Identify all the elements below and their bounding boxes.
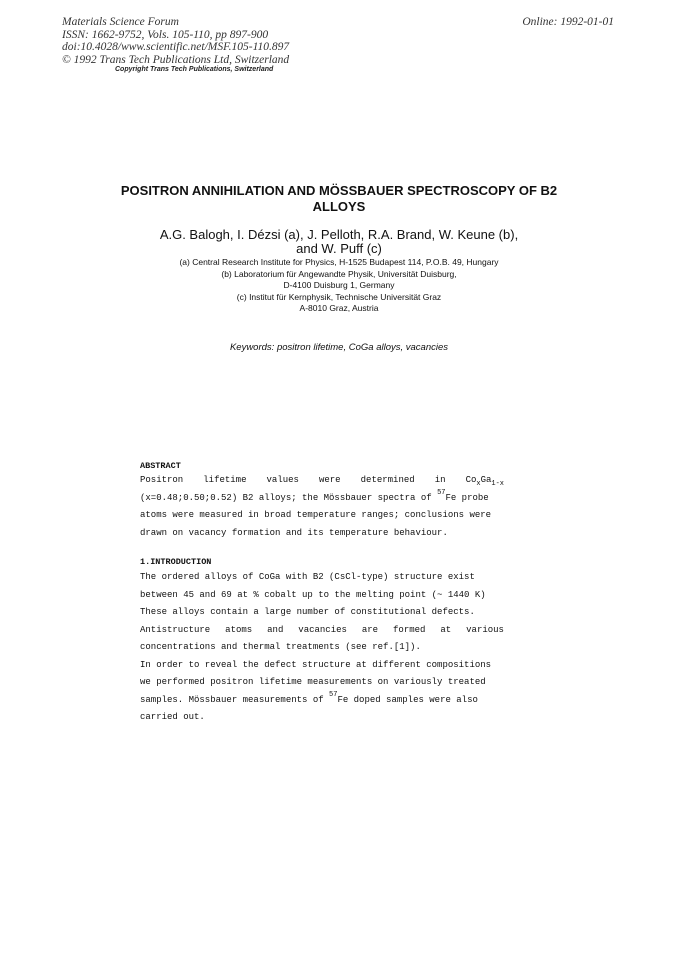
word: and <box>267 624 284 635</box>
word: atoms <box>225 624 253 635</box>
word: in <box>434 475 446 485</box>
intro-line: concentrations and thermal treatments (see ref.[1]). <box>140 642 421 652</box>
affiliation-line: (a) Central Research Institute for Physics, H-1525 Budapest 114, P.O.B. 49, Hungary <box>179 257 499 267</box>
authors-line-2: and W. Puff (c) <box>296 241 382 256</box>
formula-coga: $Co_xGa_{1-x}$ <box>465 475 504 488</box>
word: were <box>318 475 341 485</box>
title-line-2: ALLOYS <box>312 199 366 214</box>
paper-title <box>100 183 578 215</box>
abstract-heading: ABSTRACT <box>140 461 181 471</box>
word: formed <box>393 624 426 635</box>
word: Antistructure <box>140 624 211 635</box>
intro-line: The ordered alloys of CoGa with B2 (CsCl-type) structure exist <box>140 572 475 582</box>
abstract-line: drawn on vacancy formation and its temperature behaviour. <box>140 527 448 538</box>
intro-line <box>140 622 504 640</box>
word: are <box>361 624 379 635</box>
intro-line: carried out. <box>140 712 205 722</box>
journal-name: Materials Science Forum <box>62 16 179 28</box>
affiliation-line: A-8010 Graz, Austria <box>299 303 379 313</box>
intro-line: samples. Mössbauer measurements of $^{57}$Fe doped samples were also <box>140 690 478 705</box>
citation-header <box>62 16 289 66</box>
doi-line[interactable]: doi:10.4028/www.scientific.net/MSF.105-110.897 <box>62 41 290 53</box>
intro-line: These alloys contain a large number of constitutional defects. <box>140 607 475 617</box>
author-list <box>100 228 578 256</box>
intro-line: In order to reveal the defect structure at different compositions <box>140 659 492 670</box>
keywords-line: Keywords: positron lifetime, CoGa alloys, vacancies <box>229 342 449 353</box>
word: various <box>466 624 504 635</box>
abstract-body <box>140 472 504 542</box>
affiliations <box>100 257 578 315</box>
authors-line-1: A.G. Balogh, I. Dézsi (a), J. Pelloth, R.A. Brand, W. Keune (b), <box>159 227 519 242</box>
intro-line: between 45 and 69 at % cobalt up to the melting point (~ 1440 K) <box>140 589 486 600</box>
abstract-line: atoms were measured in broad temperature ranges; conclusions were <box>140 510 492 520</box>
copyright-stamp: Copyright Trans Tech Publications, Switzerland <box>115 66 274 73</box>
abstract-line: (x=0.48;0.50;0.52) B2 alloys; the Mössbauer spectra of $^{57}$Fe probe <box>140 488 489 503</box>
issn-line: ISSN: 1662-9752, Vols. 105-110, pp 897-900 <box>62 28 269 41</box>
intro-line: we performed positron lifetime measurements on variously treated <box>140 677 486 687</box>
introduction-heading: 1.INTRODUCTION <box>140 557 212 567</box>
word: lifetime <box>203 475 247 485</box>
affiliation-line: D-4100 Duisburg 1, Germany <box>283 280 395 290</box>
introduction-body <box>140 569 504 727</box>
word: Positron <box>140 475 184 485</box>
abstract-line <box>140 472 504 490</box>
copyright-line: © 1992 Trans Tech Publications Ltd, Switzerland <box>62 53 290 66</box>
word: at <box>440 624 452 635</box>
title-line-1: POSITRON ANNIHILATION AND MÖSSBAUER SPECTROSCOPY OF B2 <box>120 183 558 198</box>
affiliation-line: (c) Institut für Kernphysik, Technische Universität Graz <box>236 291 442 302</box>
online-date: Online: 1992-01-01 <box>522 16 614 28</box>
affiliation-line: (b) Laboratorium für Angewandte Physik, Universität Duisburg, <box>221 268 457 279</box>
word: determined <box>360 475 415 485</box>
word: vacancies <box>298 624 347 635</box>
word: values <box>266 475 299 485</box>
